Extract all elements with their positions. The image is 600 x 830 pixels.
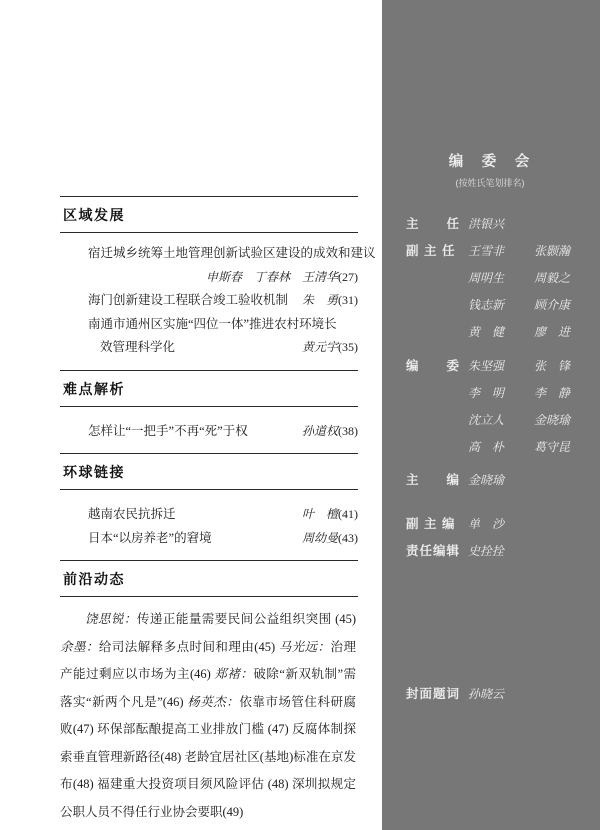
member-name: [534, 211, 600, 238]
editorial-row: [406, 319, 588, 346]
role-label-spacer: [406, 434, 468, 461]
role-label-spacer: [406, 292, 468, 319]
toc-main-column: [60, 196, 376, 830]
digest-author: 杨英杰：: [187, 694, 240, 709]
member-name: 高 朴: [468, 440, 505, 454]
member-name: 周明生: [468, 271, 505, 285]
editorial-row: [406, 434, 588, 461]
article-title: 日本“以房养老”的窘境: [88, 530, 212, 545]
article-authors: 申斯春 丁春林 王清华: [205, 269, 338, 284]
editorial-board-sidebar: [382, 0, 600, 830]
frontier-digest-paragraph: [60, 606, 358, 826]
section-title: 环球链接: [63, 464, 125, 480]
member-name: 李 明: [468, 386, 505, 400]
role-label-spacer: [406, 265, 468, 292]
article-title: 越南农民抗拆迁: [88, 507, 176, 521]
article-row: [88, 289, 358, 313]
group-editorial-members: [406, 353, 588, 461]
editorial-row: [406, 353, 588, 380]
role-label: 主 编: [406, 473, 461, 487]
member-name: 李 静: [534, 386, 571, 400]
section-header: [60, 560, 358, 597]
digest-text: 依靠市场管住科研腐败(47): [60, 694, 356, 736]
group-responsible-editor: [406, 538, 588, 565]
article-title: 海门创新建设工程联合竣工验收机制: [88, 293, 289, 307]
digest-text: 治理产能过剩应以市场为主(46): [60, 639, 356, 681]
member-name: 金晓瑜: [468, 473, 505, 487]
article-row: [88, 503, 358, 527]
member-name: [534, 511, 600, 538]
article-page-number: (31): [338, 293, 358, 307]
editorial-row: [406, 467, 588, 494]
member-name: 顾介康: [534, 298, 571, 312]
role-label: 责任编辑: [406, 544, 461, 558]
article-authors: 叶 檀: [301, 507, 338, 521]
editorial-row: [406, 681, 588, 708]
section-frontier-trends: [60, 560, 358, 826]
role-label: 副 主 编: [406, 517, 456, 531]
member-name: [534, 538, 600, 565]
article-authors-cell: [302, 336, 358, 360]
section-title: 前沿动态: [63, 571, 125, 587]
role-label: 主 任: [406, 217, 461, 231]
digest-text: 环保部酝酿提高工业排放门槛 (47) 反腐体制探索垂直管理新路径(48) 老龄宜居社区(基地)标准在京发布(48) 福建重大投资项目须风险评估 (48) 深圳拟规定公职人员不得任行业协会要职(49): [60, 722, 357, 819]
section-items: [60, 407, 358, 444]
article-authors: 黄元宇: [301, 340, 338, 354]
digest-text: 破除“新双轨制”需落实“新两个凡是”(46): [60, 667, 356, 709]
member-name: 王雪非: [468, 244, 505, 258]
member-name: 史拴拴: [468, 544, 505, 558]
article-authors: 朱 勇: [301, 293, 338, 307]
role-label-spacer: [406, 319, 468, 346]
article-page-number: (41): [338, 507, 358, 521]
digest-author: 饶思锐：: [85, 612, 137, 626]
section-header: [60, 196, 358, 233]
article-title-line1: 南通市通州区实施“四位一体”推进农村环境长: [88, 316, 337, 331]
role-label: 封面题词: [406, 687, 461, 701]
article-authors-cell: [302, 503, 358, 527]
article-title: 怎样让“一把手”不再“死”于权: [88, 423, 248, 438]
role-label-spacer: [406, 380, 468, 407]
article-page-number: (43): [338, 530, 358, 545]
member-name: 金晓瑜: [534, 413, 571, 427]
member-name: [534, 681, 600, 708]
member-name: 葛守昆: [534, 440, 571, 454]
editorial-row: [406, 407, 588, 434]
article-row: [88, 527, 358, 551]
role-label: 编 委: [406, 359, 461, 373]
digest-author: 余墨：: [60, 639, 99, 654]
article-authors-cell: [302, 527, 358, 551]
member-name: 黄 健: [468, 325, 505, 339]
member-name: 孙晓云: [468, 687, 505, 701]
section-items: [60, 490, 358, 550]
article-row: [88, 336, 358, 360]
section-difficulty-analysis: [60, 370, 358, 444]
editorial-row: [406, 511, 588, 538]
editorial-row: [406, 238, 588, 265]
editorial-row: [406, 380, 588, 407]
editorial-board-subtitle: (按姓氏笔划排名): [455, 178, 525, 188]
member-name: [534, 467, 600, 494]
digest-author: 马光远：: [278, 639, 331, 654]
section-regional-development: [60, 196, 376, 360]
editorial-row: [406, 292, 588, 319]
article-page-number: (35): [338, 340, 358, 354]
editorial-board-title: 编 委 会: [448, 154, 532, 170]
article-authors: 周幼曼: [301, 530, 338, 545]
section-title: 区域发展: [63, 207, 125, 223]
member-name: 沈立人: [468, 413, 505, 427]
group-chief-editor: [406, 467, 588, 494]
editorial-row: [406, 538, 588, 565]
digest-author: 郑褚：: [214, 667, 254, 681]
section-global-links: [60, 453, 358, 550]
editorial-row: [406, 265, 588, 292]
article-title-line2: 效管理科学化: [100, 340, 176, 354]
digest-text: 给司法解释多点时间和理由(45): [98, 639, 279, 654]
article-authors-cell: [302, 289, 358, 313]
role-label: 副 主 任: [406, 244, 456, 258]
section-items: [60, 233, 376, 360]
group-deputy-chief-editor: [406, 511, 588, 538]
article-row: [88, 420, 358, 444]
digest-text: 传递正能量需要民间公益组织突围 (45): [136, 612, 356, 626]
member-name: 张颢瀚: [534, 244, 571, 258]
member-name: 廖 进: [534, 325, 571, 339]
section-header: [60, 453, 358, 490]
group-deputy-directors: [406, 238, 588, 346]
member-name: 朱坚强: [468, 359, 505, 373]
article-page-number: (38): [338, 423, 358, 438]
section-title: 难点解析: [63, 380, 125, 397]
group-director: [406, 211, 588, 238]
article-title: 宿迁城乡统筹土地管理创新试验区建设的成效和建议: [88, 246, 376, 260]
editorial-row: [406, 211, 588, 238]
article-authors-row: [88, 266, 358, 290]
member-name: 洪银兴: [468, 217, 505, 231]
member-name: 钱志新: [468, 298, 505, 312]
article-page-number: (27): [338, 269, 358, 284]
article-authors: 孙道权: [301, 423, 338, 438]
group-cover-inscription: [406, 681, 588, 708]
section-header: [60, 370, 358, 407]
role-label-spacer: [406, 407, 468, 434]
article-authors-cell: [302, 420, 358, 444]
member-name: 单 沙: [468, 517, 505, 531]
member-name: 周毅之: [534, 271, 571, 285]
member-name: 张 锋: [534, 359, 571, 373]
